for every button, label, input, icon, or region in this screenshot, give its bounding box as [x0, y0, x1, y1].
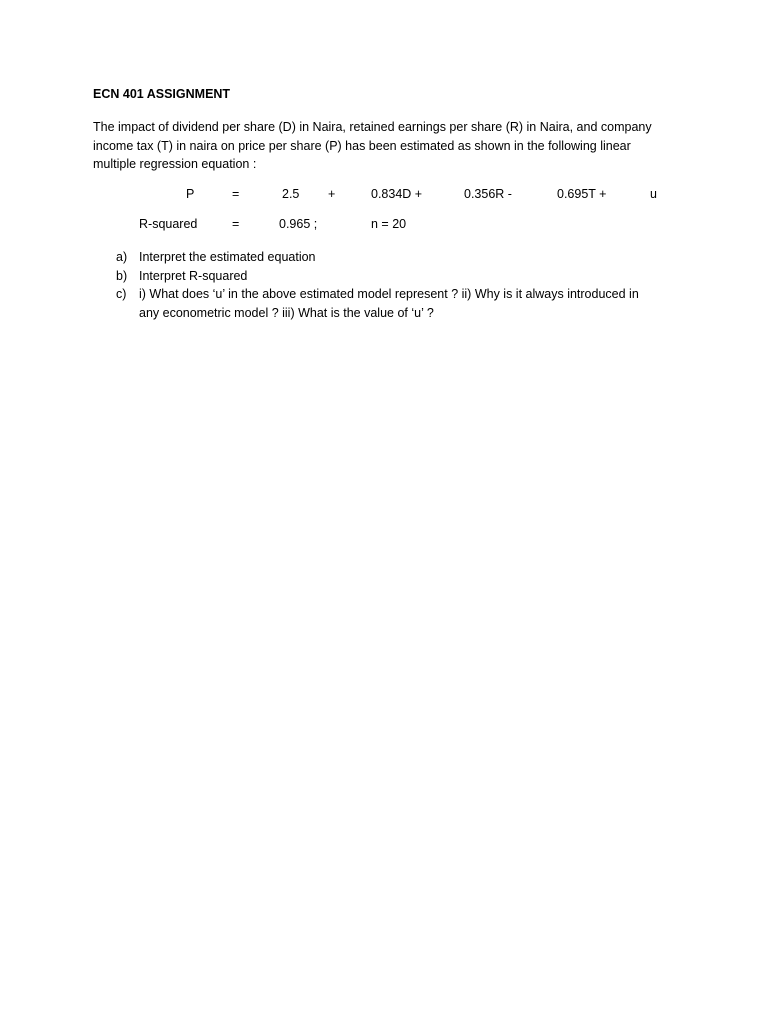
- question-marker: a): [116, 250, 128, 264]
- equation-intercept: 2.5: [282, 187, 300, 201]
- intro-paragraph: [93, 118, 683, 174]
- question-text: Interpret R-squared: [139, 268, 248, 283]
- question-marker: b): [116, 268, 128, 283]
- question-item: [0, 267, 768, 286]
- question-item: [0, 285, 768, 304]
- intro-line: multiple regression equation :: [93, 157, 257, 171]
- equation-error: u: [650, 187, 657, 201]
- question-list: [0, 248, 768, 322]
- r-squared-label: R-squared: [139, 217, 198, 231]
- equation-equals: =: [232, 187, 240, 201]
- equation-lhs: P: [186, 187, 195, 201]
- r-squared-value: 0.965 ;: [279, 217, 318, 231]
- equation-plus: +: [328, 187, 336, 201]
- question-text: Interpret the estimated equation: [139, 250, 316, 264]
- question-text: any econometric model ? iii) What is the value of ‘u’ ?: [139, 305, 434, 320]
- sample-size: n = 20: [371, 217, 407, 231]
- intro-line: income tax (T) in naira on price per share (P) has been estimated as shown in the following linear: [93, 138, 631, 153]
- equation-term-r: 0.356R -: [464, 187, 512, 201]
- question-marker: c): [116, 287, 127, 301]
- equation-term-d: 0.834D +: [371, 187, 423, 201]
- document-title: ECN 401 ASSIGNMENT: [93, 87, 231, 101]
- stats-equals: =: [232, 217, 240, 231]
- question-text: i) What does ‘u’ in the above estimated model represent ? ii) Why is it always introduced in: [139, 287, 639, 301]
- equation-term-t: 0.695T +: [557, 187, 607, 201]
- question-continuation: [0, 304, 768, 323]
- intro-line: The impact of dividend per share (D) in Naira, retained earnings per share (R) in Naira, and company: [93, 120, 652, 134]
- question-item: [0, 248, 768, 267]
